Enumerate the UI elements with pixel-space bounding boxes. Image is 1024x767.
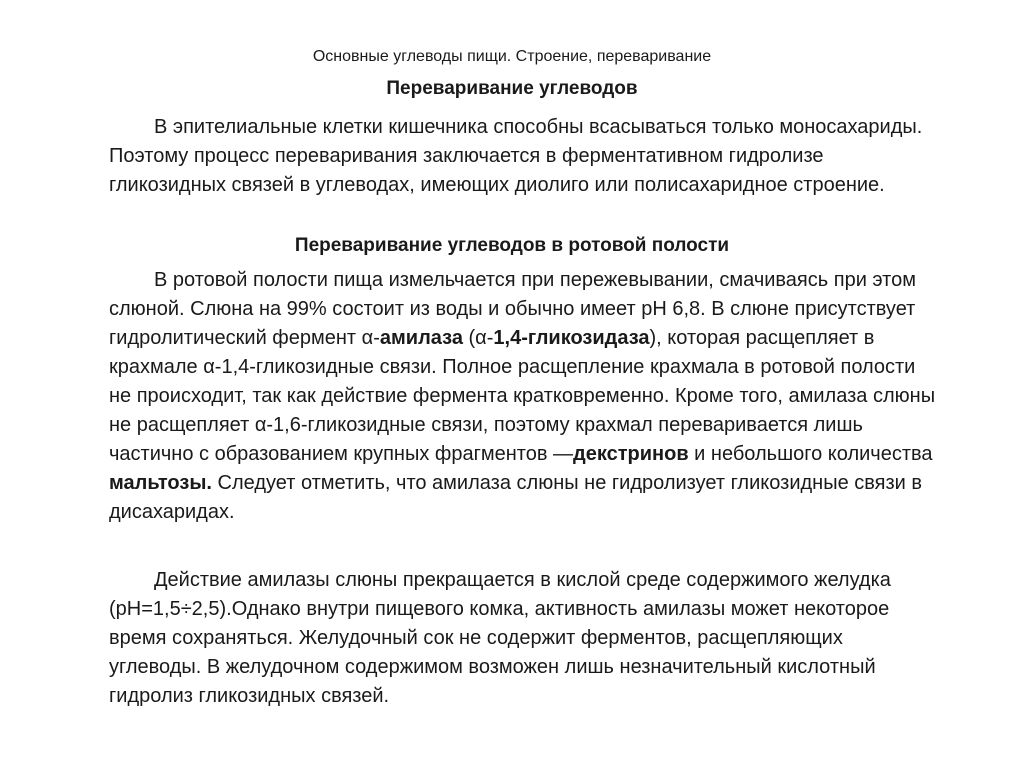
paragraph-text: Действие амилазы слюны прекращается в кислой среде содержимого желудка (рН=1,5÷2,5).Однако внутри пищевого комка, активность амилазы может некоторое время сохраняться. Желудочный сок не содержит ферментов, расщепляющих углеводы. В желудочном содержимом возможен лишь незначительный кислотный гидролиз гликозидных связей. (109, 569, 891, 707)
paragraph-absorption (109, 113, 939, 200)
term-glycosidase: 1,4-гликозидаза (493, 327, 650, 349)
slide-subtitle: Основные углеводы пищи. Строение, переваривание (312, 48, 712, 65)
heading-carbohydrate-digestion: Переваривание углеводов (386, 78, 638, 99)
text-segment: и небольшого количества (688, 443, 933, 465)
text-segment: Следует отметить, что амилаза слюны не гидролизует гликозидные связи в дисахаридах. (109, 472, 923, 523)
term-amylase: амилаза (379, 327, 463, 349)
text-segment: ), которая расщепляет в крахмале α-1,4-гликозидные связи. Полное расщепление крахмала в ротовой полости не происходит, так как действие фермента кратковременно. Кроме того, амилаза слюны не расщепляет α-1,6-гликозидные связи, поэтому крахмал переваривается лишь частично с образованием крупных фрагментов — (109, 327, 936, 465)
paragraph-saliva (109, 266, 939, 527)
indent (109, 569, 154, 591)
paragraph-text: В эпителиальные клетки кишечника способны всасываться только моносахариды. Поэтому процесс переваривания заключается в ферментативном гидролизе гликозидных связей в углеводах, имеющих диолиго или полисахаридное строение. (109, 116, 923, 196)
paragraph-stomach (109, 566, 939, 711)
text-segment: В ротовой полости пища измельчается при пережевывании, смачиваясь при этом слюной. Слюна на 99% состоит из воды и обычно имеет рН 6,8. В слюне присутствует гидролитический фермент α- (109, 269, 916, 349)
term-dextrins: декстринов (573, 443, 689, 465)
heading-oral-digestion: Переваривание углеводов в ротовой полости (294, 235, 730, 256)
term-maltose: мальтозы. (109, 472, 212, 494)
text-segment: (α- (462, 327, 494, 349)
indent (109, 269, 154, 291)
indent (109, 116, 154, 138)
